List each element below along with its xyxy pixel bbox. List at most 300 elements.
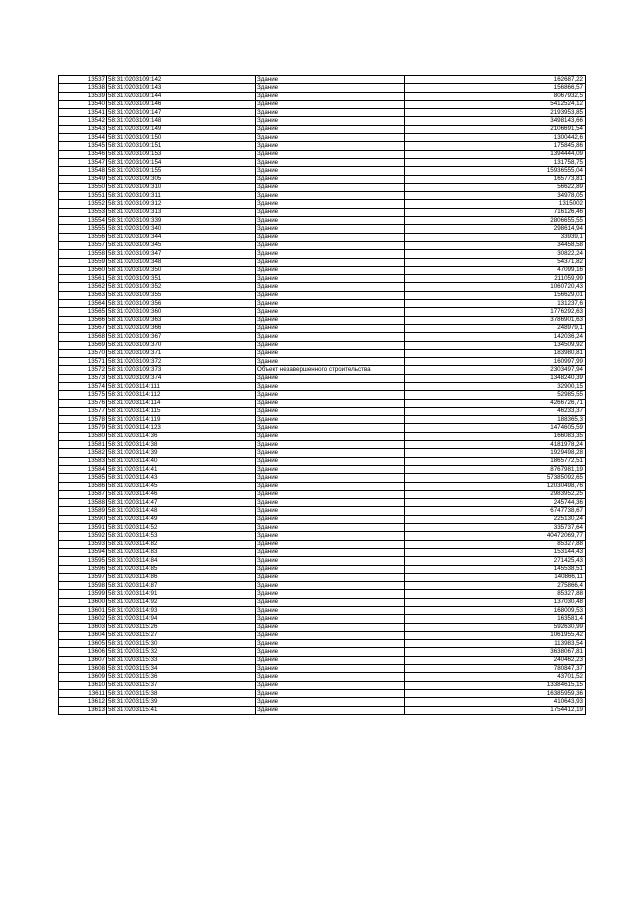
object-type-cell: Здание xyxy=(256,656,405,664)
table-row xyxy=(59,648,586,656)
table-row xyxy=(59,465,586,473)
cadastral-number-cell: 58:31:0203114:39 xyxy=(107,449,256,457)
cadastral-value-cell: 160997,99 xyxy=(405,358,586,366)
row-number-cell: 13546 xyxy=(59,150,107,158)
table-row xyxy=(59,432,586,440)
table-row xyxy=(59,308,586,316)
row-number-cell: 13594 xyxy=(59,548,107,556)
cadastral-value-cell: 1061955,42 xyxy=(405,631,586,639)
cadastral-value-cell: 335737,64 xyxy=(405,524,586,532)
cadastral-number-cell: 58:31:0203109:348 xyxy=(107,258,256,266)
table-row xyxy=(59,217,586,225)
cadastral-number-cell: 58:31:0203109:351 xyxy=(107,275,256,283)
cadastral-value-cell: 1315002 xyxy=(405,200,586,208)
object-type-cell: Здание xyxy=(256,324,405,332)
row-number-cell: 13596 xyxy=(59,565,107,573)
object-type-cell: Здание xyxy=(256,681,405,689)
cadastral-number-cell: 58:31:0203109:344 xyxy=(107,233,256,241)
table-row xyxy=(59,100,586,108)
table-row xyxy=(59,557,586,565)
cadastral-number-cell: 58:31:0203109:355 xyxy=(107,291,256,299)
object-type-cell: Здание xyxy=(256,640,405,648)
cadastral-number-cell: 58:31:0203109:312 xyxy=(107,200,256,208)
object-type-cell: Здание xyxy=(256,532,405,540)
row-number-cell: 13588 xyxy=(59,499,107,507)
table-row xyxy=(59,532,586,540)
cadastral-value-cell: 3786901,63 xyxy=(405,316,586,324)
cadastral-value-cell: 166083,35 xyxy=(405,432,586,440)
object-type-cell: Здание xyxy=(256,192,405,200)
object-type-cell: Здание xyxy=(256,92,405,100)
row-number-cell: 13569 xyxy=(59,341,107,349)
object-type-cell: Здание xyxy=(256,598,405,606)
cadastral-value-cell: 137030,48 xyxy=(405,598,586,606)
cadastral-value-cell: 1865772,51 xyxy=(405,457,586,465)
table-row xyxy=(59,192,586,200)
table-row xyxy=(59,441,586,449)
cadastral-value-cell: 1060720,43 xyxy=(405,283,586,291)
cadastral-number-cell: 58:31:0203114:49 xyxy=(107,515,256,523)
cadastral-number-cell: 58:31:0203114:46 xyxy=(107,490,256,498)
object-type-cell: Здание xyxy=(256,374,405,382)
cadastral-number-cell: 58:31:0203109:144 xyxy=(107,92,256,100)
cadastral-number-cell: 58:31:0203109:147 xyxy=(107,109,256,117)
row-number-cell: 13571 xyxy=(59,358,107,366)
row-number-cell: 13597 xyxy=(59,573,107,581)
table-row xyxy=(59,233,586,241)
table-row xyxy=(59,399,586,407)
object-type-cell: Здание xyxy=(256,142,405,150)
row-number-cell: 13555 xyxy=(59,225,107,233)
cadastral-value-cell: 240462,23 xyxy=(405,656,586,664)
cadastral-value-cell: 1394444,09 xyxy=(405,150,586,158)
row-number-cell: 13564 xyxy=(59,300,107,308)
cadastral-value-cell: 156629,01 xyxy=(405,291,586,299)
object-type-cell: Здание xyxy=(256,623,405,631)
table-row xyxy=(59,590,586,598)
table-row xyxy=(59,490,586,498)
object-type-cell: Здание xyxy=(256,648,405,656)
object-type-cell: Здание xyxy=(256,225,405,233)
object-type-cell: Здание xyxy=(256,407,405,415)
object-type-cell: Здание xyxy=(256,515,405,523)
object-type-cell: Здание xyxy=(256,167,405,175)
table-row xyxy=(59,673,586,681)
cadastral-number-cell: 58:31:0203109:356 xyxy=(107,300,256,308)
row-number-cell: 13567 xyxy=(59,324,107,332)
row-number-cell: 13578 xyxy=(59,416,107,424)
row-number-cell: 13585 xyxy=(59,474,107,482)
table-row xyxy=(59,540,586,548)
cadastral-value-cell: 40472069,77 xyxy=(405,532,586,540)
cadastral-number-cell: 58:31:0203109:352 xyxy=(107,283,256,291)
row-number-cell: 13591 xyxy=(59,524,107,532)
object-type-cell: Здание xyxy=(256,399,405,407)
cadastral-number-cell: 58:31:0203114:45 xyxy=(107,482,256,490)
cadastral-value-cell: 716126,46 xyxy=(405,208,586,216)
cadastral-value-cell: 592630,99 xyxy=(405,623,586,631)
row-number-cell: 13611 xyxy=(59,689,107,697)
object-type-cell: Здание xyxy=(256,573,405,581)
cadastral-number-cell: 58:31:0203114:43 xyxy=(107,474,256,482)
cadastral-value-cell: 34458,58 xyxy=(405,241,586,249)
cadastral-value-cell: 140866,11 xyxy=(405,573,586,581)
table-row xyxy=(59,499,586,507)
cadastral-number-cell: 58:31:0203109:347 xyxy=(107,250,256,258)
cadastral-number-cell: 58:31:0203114:38 xyxy=(107,441,256,449)
cadastral-number-cell: 58:31:0203114:53 xyxy=(107,532,256,540)
row-number-cell: 13550 xyxy=(59,183,107,191)
object-type-cell: Здание xyxy=(256,465,405,473)
row-number-cell: 13542 xyxy=(59,117,107,125)
cadastral-value-cell: 1348240,39 xyxy=(405,374,586,382)
cadastral-number-cell: 58:31:0203114:36 xyxy=(107,432,256,440)
cadastral-number-cell: 58:31:0203114:123 xyxy=(107,424,256,432)
table-body xyxy=(59,76,586,715)
row-number-cell: 13602 xyxy=(59,615,107,623)
object-type-cell: Объект незавершенного строительства xyxy=(256,366,405,374)
row-number-cell: 13549 xyxy=(59,175,107,183)
table-row xyxy=(59,565,586,573)
cadastral-value-cell: 183980,81 xyxy=(405,349,586,357)
row-number-cell: 13553 xyxy=(59,208,107,216)
row-number-cell: 13551 xyxy=(59,192,107,200)
table-row xyxy=(59,341,586,349)
cadastral-value-cell: 34978,05 xyxy=(405,192,586,200)
cadastral-number-cell: 58:31:0203109:148 xyxy=(107,117,256,125)
object-type-cell: Здание xyxy=(256,607,405,615)
object-type-cell: Здание xyxy=(256,424,405,432)
cadastral-value-cell: 1474605,59 xyxy=(405,424,586,432)
row-number-cell: 13544 xyxy=(59,134,107,142)
object-type-cell: Здание xyxy=(256,548,405,556)
cadastral-value-cell: 2806655,55 xyxy=(405,217,586,225)
row-number-cell: 13560 xyxy=(59,266,107,274)
table-row xyxy=(59,382,586,390)
cadastral-value-cell: 12030498,76 xyxy=(405,482,586,490)
table-row xyxy=(59,524,586,532)
row-number-cell: 13583 xyxy=(59,457,107,465)
object-type-cell: Здание xyxy=(256,432,405,440)
cadastral-value-cell: 85327,88 xyxy=(405,540,586,548)
table-row xyxy=(59,482,586,490)
table-row xyxy=(59,109,586,117)
cadastral-value-cell: 46233,37 xyxy=(405,407,586,415)
cadastral-number-cell: 58:31:0203109:310 xyxy=(107,183,256,191)
cadastral-number-cell: 58:31:0203115:37 xyxy=(107,681,256,689)
row-number-cell: 13574 xyxy=(59,382,107,390)
table-row xyxy=(59,324,586,332)
cadastral-number-cell: 58:31:0203115:36 xyxy=(107,673,256,681)
object-type-cell: Здание xyxy=(256,217,405,225)
row-number-cell: 13603 xyxy=(59,623,107,631)
cadastral-number-cell: 58:31:0203109:142 xyxy=(107,76,256,84)
cadastral-number-cell: 58:31:0203109:374 xyxy=(107,374,256,382)
object-type-cell: Здание xyxy=(256,557,405,565)
object-type-cell: Здание xyxy=(256,175,405,183)
cadastral-number-cell: 58:31:0203114:86 xyxy=(107,573,256,581)
table-row xyxy=(59,640,586,648)
cadastral-number-cell: 58:31:0203109:311 xyxy=(107,192,256,200)
table-row xyxy=(59,266,586,274)
table-row xyxy=(59,275,586,283)
object-type-cell: Здание xyxy=(256,490,405,498)
row-number-cell: 13568 xyxy=(59,333,107,341)
cadastral-value-cell: 188365,3 xyxy=(405,416,586,424)
table-row xyxy=(59,515,586,523)
cadastral-number-cell: 58:31:0203109:340 xyxy=(107,225,256,233)
table-row xyxy=(59,333,586,341)
row-number-cell: 13559 xyxy=(59,258,107,266)
cadastral-number-cell: 58:31:0203109:366 xyxy=(107,324,256,332)
table-row xyxy=(59,424,586,432)
cadastral-number-cell: 58:31:0203109:313 xyxy=(107,208,256,216)
row-number-cell: 13606 xyxy=(59,648,107,656)
object-type-cell: Здание xyxy=(256,300,405,308)
cadastral-value-cell: 275866,4 xyxy=(405,582,586,590)
table-row xyxy=(59,250,586,258)
object-type-cell: Здание xyxy=(256,582,405,590)
table-row xyxy=(59,167,586,175)
row-number-cell: 13570 xyxy=(59,349,107,357)
object-type-cell: Здание xyxy=(256,208,405,216)
cadastral-number-cell: 58:31:0203109:350 xyxy=(107,266,256,274)
table-row xyxy=(59,349,586,357)
table-row xyxy=(59,300,586,308)
row-number-cell: 13609 xyxy=(59,673,107,681)
cadastral-number-cell: 58:31:0203114:85 xyxy=(107,565,256,573)
row-number-cell: 13582 xyxy=(59,449,107,457)
object-type-cell: Здание xyxy=(256,524,405,532)
row-number-cell: 13593 xyxy=(59,540,107,548)
cadastral-number-cell: 58:31:0203114:40 xyxy=(107,457,256,465)
cadastral-value-cell: 225130,24 xyxy=(405,515,586,523)
object-type-cell: Здание xyxy=(256,308,405,316)
table-row xyxy=(59,175,586,183)
table-row xyxy=(59,125,586,133)
table-row xyxy=(59,391,586,399)
cadastral-value-cell: 2303497,94 xyxy=(405,366,586,374)
table-row xyxy=(59,200,586,208)
object-type-cell: Здание xyxy=(256,117,405,125)
cadastral-value-cell: 1754412,19 xyxy=(405,706,586,714)
cadastral-number-cell: 58:31:0203115:34 xyxy=(107,665,256,673)
table-row xyxy=(59,358,586,366)
cadastral-value-cell: 30822,24 xyxy=(405,250,586,258)
cadastral-number-cell: 58:31:0203115:33 xyxy=(107,656,256,664)
row-number-cell: 13552 xyxy=(59,200,107,208)
table-row xyxy=(59,84,586,92)
object-type-cell: Здание xyxy=(256,84,405,92)
object-type-cell: Здание xyxy=(256,250,405,258)
cadastral-value-cell: 1300442,6 xyxy=(405,134,586,142)
row-number-cell: 13556 xyxy=(59,233,107,241)
object-type-cell: Здание xyxy=(256,482,405,490)
object-type-cell: Здание xyxy=(256,241,405,249)
table-row xyxy=(59,374,586,382)
object-type-cell: Здание xyxy=(256,316,405,324)
row-number-cell: 13572 xyxy=(59,366,107,374)
cadastral-value-cell: 131758,75 xyxy=(405,158,586,166)
row-number-cell: 13604 xyxy=(59,631,107,639)
row-number-cell: 13590 xyxy=(59,515,107,523)
cadastral-number-cell: 58:31:0203115:41 xyxy=(107,706,256,714)
table-row xyxy=(59,615,586,623)
row-number-cell: 13610 xyxy=(59,681,107,689)
cadastral-value-cell: 56622,89 xyxy=(405,183,586,191)
cadastral-number-cell: 58:31:0203109:339 xyxy=(107,217,256,225)
cadastral-number-cell: 58:31:0203114:115 xyxy=(107,407,256,415)
table-row xyxy=(59,582,586,590)
row-number-cell: 13538 xyxy=(59,84,107,92)
table-row xyxy=(59,134,586,142)
object-type-cell: Здание xyxy=(256,150,405,158)
object-type-cell: Здание xyxy=(256,474,405,482)
object-type-cell: Здание xyxy=(256,631,405,639)
cadastral-number-cell: 58:31:0203114:82 xyxy=(107,540,256,548)
object-type-cell: Здание xyxy=(256,689,405,697)
table-row xyxy=(59,623,586,631)
cadastral-number-cell: 58:31:0203115:27 xyxy=(107,631,256,639)
object-type-cell: Здание xyxy=(256,391,405,399)
cadastral-number-cell: 58:31:0203114:41 xyxy=(107,465,256,473)
cadastral-number-cell: 58:31:0203109:367 xyxy=(107,333,256,341)
cadastral-number-cell: 58:31:0203114:111 xyxy=(107,382,256,390)
row-number-cell: 13589 xyxy=(59,507,107,515)
cadastral-value-cell: 2983952,25 xyxy=(405,490,586,498)
row-number-cell: 13592 xyxy=(59,532,107,540)
cadastral-value-cell: 8767981,19 xyxy=(405,465,586,473)
object-type-cell: Здание xyxy=(256,283,405,291)
cadastral-value-cell: 6747738,67 xyxy=(405,507,586,515)
row-number-cell: 13543 xyxy=(59,125,107,133)
row-number-cell: 13575 xyxy=(59,391,107,399)
object-type-cell: Здание xyxy=(256,291,405,299)
cadastral-value-cell: 47099,16 xyxy=(405,266,586,274)
cadastral-value-cell: 54371,82 xyxy=(405,258,586,266)
cadastral-number-cell: 58:31:0203109:153 xyxy=(107,150,256,158)
object-type-cell: Здание xyxy=(256,698,405,706)
cadastral-number-cell: 58:31:0203114:83 xyxy=(107,548,256,556)
row-number-cell: 13599 xyxy=(59,590,107,598)
table-row xyxy=(59,548,586,556)
row-number-cell: 13573 xyxy=(59,374,107,382)
cadastral-value-cell: 13384615,15 xyxy=(405,681,586,689)
row-number-cell: 13581 xyxy=(59,441,107,449)
cadastral-number-cell: 58:31:0203109:155 xyxy=(107,167,256,175)
table-row xyxy=(59,150,586,158)
cadastral-value-cell: 33939,1 xyxy=(405,233,586,241)
row-number-cell: 13586 xyxy=(59,482,107,490)
table-row xyxy=(59,283,586,291)
row-number-cell: 13545 xyxy=(59,142,107,150)
object-type-cell: Здание xyxy=(256,441,405,449)
cadastral-value-cell: 2106691,54 xyxy=(405,125,586,133)
row-number-cell: 13580 xyxy=(59,432,107,440)
cadastral-value-cell: 145538,51 xyxy=(405,565,586,573)
table-row xyxy=(59,416,586,424)
cadastral-number-cell: 58:31:0203115:38 xyxy=(107,689,256,697)
cadastral-value-cell: 8067932,5 xyxy=(405,92,586,100)
row-number-cell: 13565 xyxy=(59,308,107,316)
cadastral-value-cell: 3498143,66 xyxy=(405,117,586,125)
table-row xyxy=(59,316,586,324)
cadastral-number-cell: 58:31:0203109:151 xyxy=(107,142,256,150)
row-number-cell: 13539 xyxy=(59,92,107,100)
object-type-cell: Здание xyxy=(256,507,405,515)
cadastral-value-cell: 15936555,04 xyxy=(405,167,586,175)
cadastral-number-cell: 58:31:0203109:149 xyxy=(107,125,256,133)
row-number-cell: 13547 xyxy=(59,158,107,166)
cadastral-value-cell: 271425,43 xyxy=(405,557,586,565)
cadastral-value-cell: 162687,22 xyxy=(405,76,586,84)
table-row xyxy=(59,76,586,84)
row-number-cell: 13598 xyxy=(59,582,107,590)
row-number-cell: 13541 xyxy=(59,109,107,117)
row-number-cell: 13608 xyxy=(59,665,107,673)
cadastral-number-cell: 58:31:0203115:30 xyxy=(107,640,256,648)
row-number-cell: 13562 xyxy=(59,283,107,291)
cadastral-value-cell: 113983,54 xyxy=(405,640,586,648)
table-row xyxy=(59,507,586,515)
cadastral-number-cell: 58:31:0203109:345 xyxy=(107,241,256,249)
cadastral-number-cell: 58:31:0203115:39 xyxy=(107,698,256,706)
table-row xyxy=(59,706,586,714)
cadastral-number-cell: 58:31:0203114:47 xyxy=(107,499,256,507)
table-row xyxy=(59,573,586,581)
object-type-cell: Здание xyxy=(256,673,405,681)
cadastral-number-cell: 58:31:0203109:154 xyxy=(107,158,256,166)
table-row xyxy=(59,241,586,249)
cadastral-value-cell: 248979,1 xyxy=(405,324,586,332)
cadastral-number-cell: 58:31:0203109:150 xyxy=(107,134,256,142)
object-type-cell: Здание xyxy=(256,134,405,142)
cadastral-value-cell: 131237,6 xyxy=(405,300,586,308)
table-row xyxy=(59,457,586,465)
row-number-cell: 13576 xyxy=(59,399,107,407)
row-number-cell: 13561 xyxy=(59,275,107,283)
cadastral-value-cell: 175845,86 xyxy=(405,142,586,150)
object-type-cell: Здание xyxy=(256,200,405,208)
object-type-cell: Здание xyxy=(256,499,405,507)
object-type-cell: Здание xyxy=(256,109,405,117)
row-number-cell: 13613 xyxy=(59,706,107,714)
cadastral-value-cell: 153144,43 xyxy=(405,548,586,556)
cadastral-value-cell: 4266726,71 xyxy=(405,399,586,407)
cadastral-number-cell: 58:31:0203109:305 xyxy=(107,175,256,183)
cadastral-number-cell: 58:31:0203114:93 xyxy=(107,607,256,615)
object-type-cell: Здание xyxy=(256,706,405,714)
table-row xyxy=(59,258,586,266)
table-row xyxy=(59,631,586,639)
cadastral-number-cell: 58:31:0203114:112 xyxy=(107,391,256,399)
table-row xyxy=(59,117,586,125)
cadastral-value-cell: 57385092,65 xyxy=(405,474,586,482)
cadastral-value-cell: 780847,37 xyxy=(405,665,586,673)
cadastral-number-cell: 58:31:0203109:143 xyxy=(107,84,256,92)
table-row xyxy=(59,449,586,457)
object-type-cell: Здание xyxy=(256,275,405,283)
object-type-cell: Здание xyxy=(256,158,405,166)
cadastral-number-cell: 58:31:0203109:360 xyxy=(107,308,256,316)
table-row xyxy=(59,366,586,374)
object-type-cell: Здание xyxy=(256,665,405,673)
table-row xyxy=(59,225,586,233)
row-number-cell: 13607 xyxy=(59,656,107,664)
object-type-cell: Здание xyxy=(256,76,405,84)
cadastral-number-cell: 58:31:0203109:373 xyxy=(107,366,256,374)
row-number-cell: 13537 xyxy=(59,76,107,84)
